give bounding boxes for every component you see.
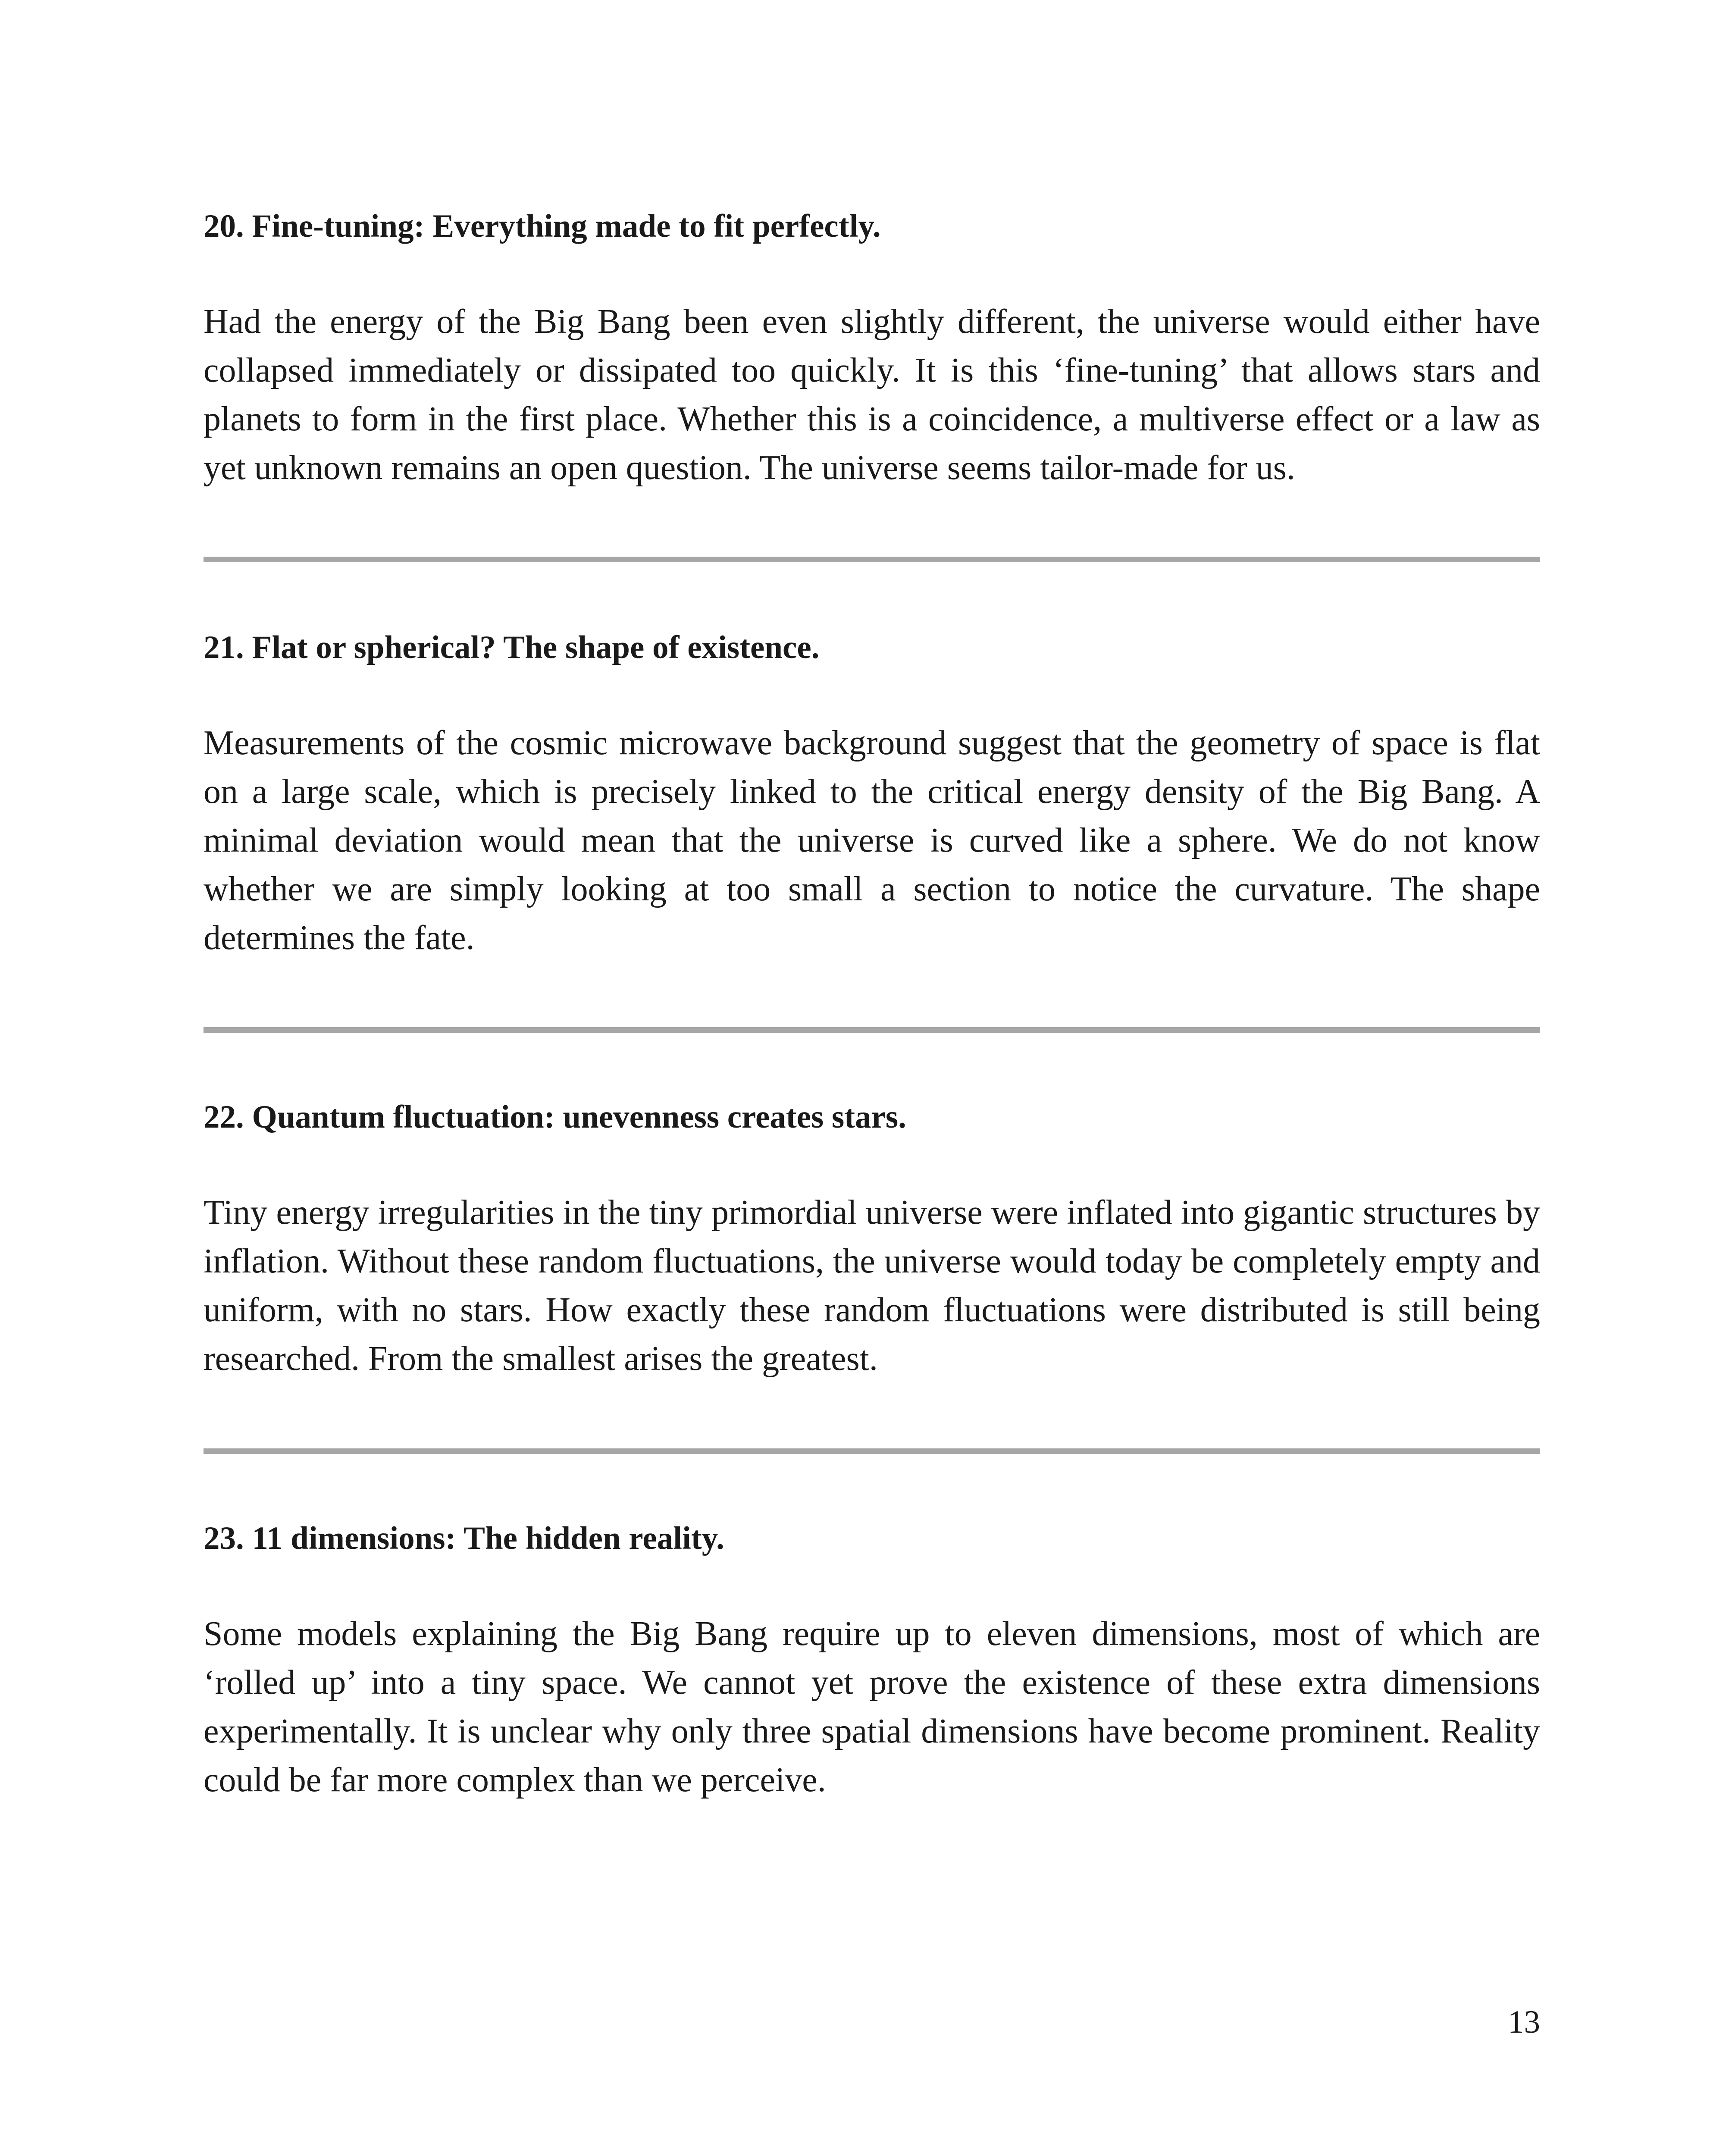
section-heading: 20. Fine-tuning: Everything made to fit perfectly.: [204, 208, 881, 244]
section-divider: [204, 1027, 1540, 1033]
section-heading: 23. 11 dimensions: The hidden reality.: [204, 1520, 724, 1556]
section-body: Measurements of the cosmic microwave background suggest that the geometry of space is flat on a large scale, which is precisely linked to the critical energy density of the Big Bang. A minimal deviation would mean that the universe is curved like a sphere. We do not know whether we are simply looking at too small a section to notice the curvature. The shape determines the fate.: [204, 724, 1540, 957]
section-body: Had the energy of the Big Bang been even slightly different, the universe would either have collapsed immediately or dissipated too quickly. It is this ‘fine-tuning’ that allows stars and planets to form in the first place. Whether this is a coincidence, a multiverse effect or a law as yet unknown remains an open question. The universe seems tailor-made for us.: [204, 303, 1540, 487]
section-heading: 21. Flat or spherical? The shape of existence.: [204, 630, 820, 665]
section-divider: [204, 1448, 1540, 1454]
section-body: Some models explaining the Big Bang require up to eleven dimensions, most of which are ‘rolled up’ into a tiny space. We cannot yet prove the existence of these extra dimensions experimentally. It is unclear why only three spatial dimensions have become prominent. Reality could be far more complex than we perceive.: [204, 1615, 1540, 1799]
section-heading: 22. Quantum fluctuation: unevenness creates stars.: [204, 1099, 906, 1135]
page-number: 13: [1508, 2004, 1540, 2040]
section-body: Tiny energy irregularities in the tiny primordial universe were inflated into gigantic structures by inflation. Without these random fluctuations, the universe would today be completely empty and uniform, with no stars. How exactly these random fluctuations were distributed is still being researched. From the smallest arises the greatest.: [204, 1194, 1540, 1378]
section-divider: [204, 557, 1540, 562]
